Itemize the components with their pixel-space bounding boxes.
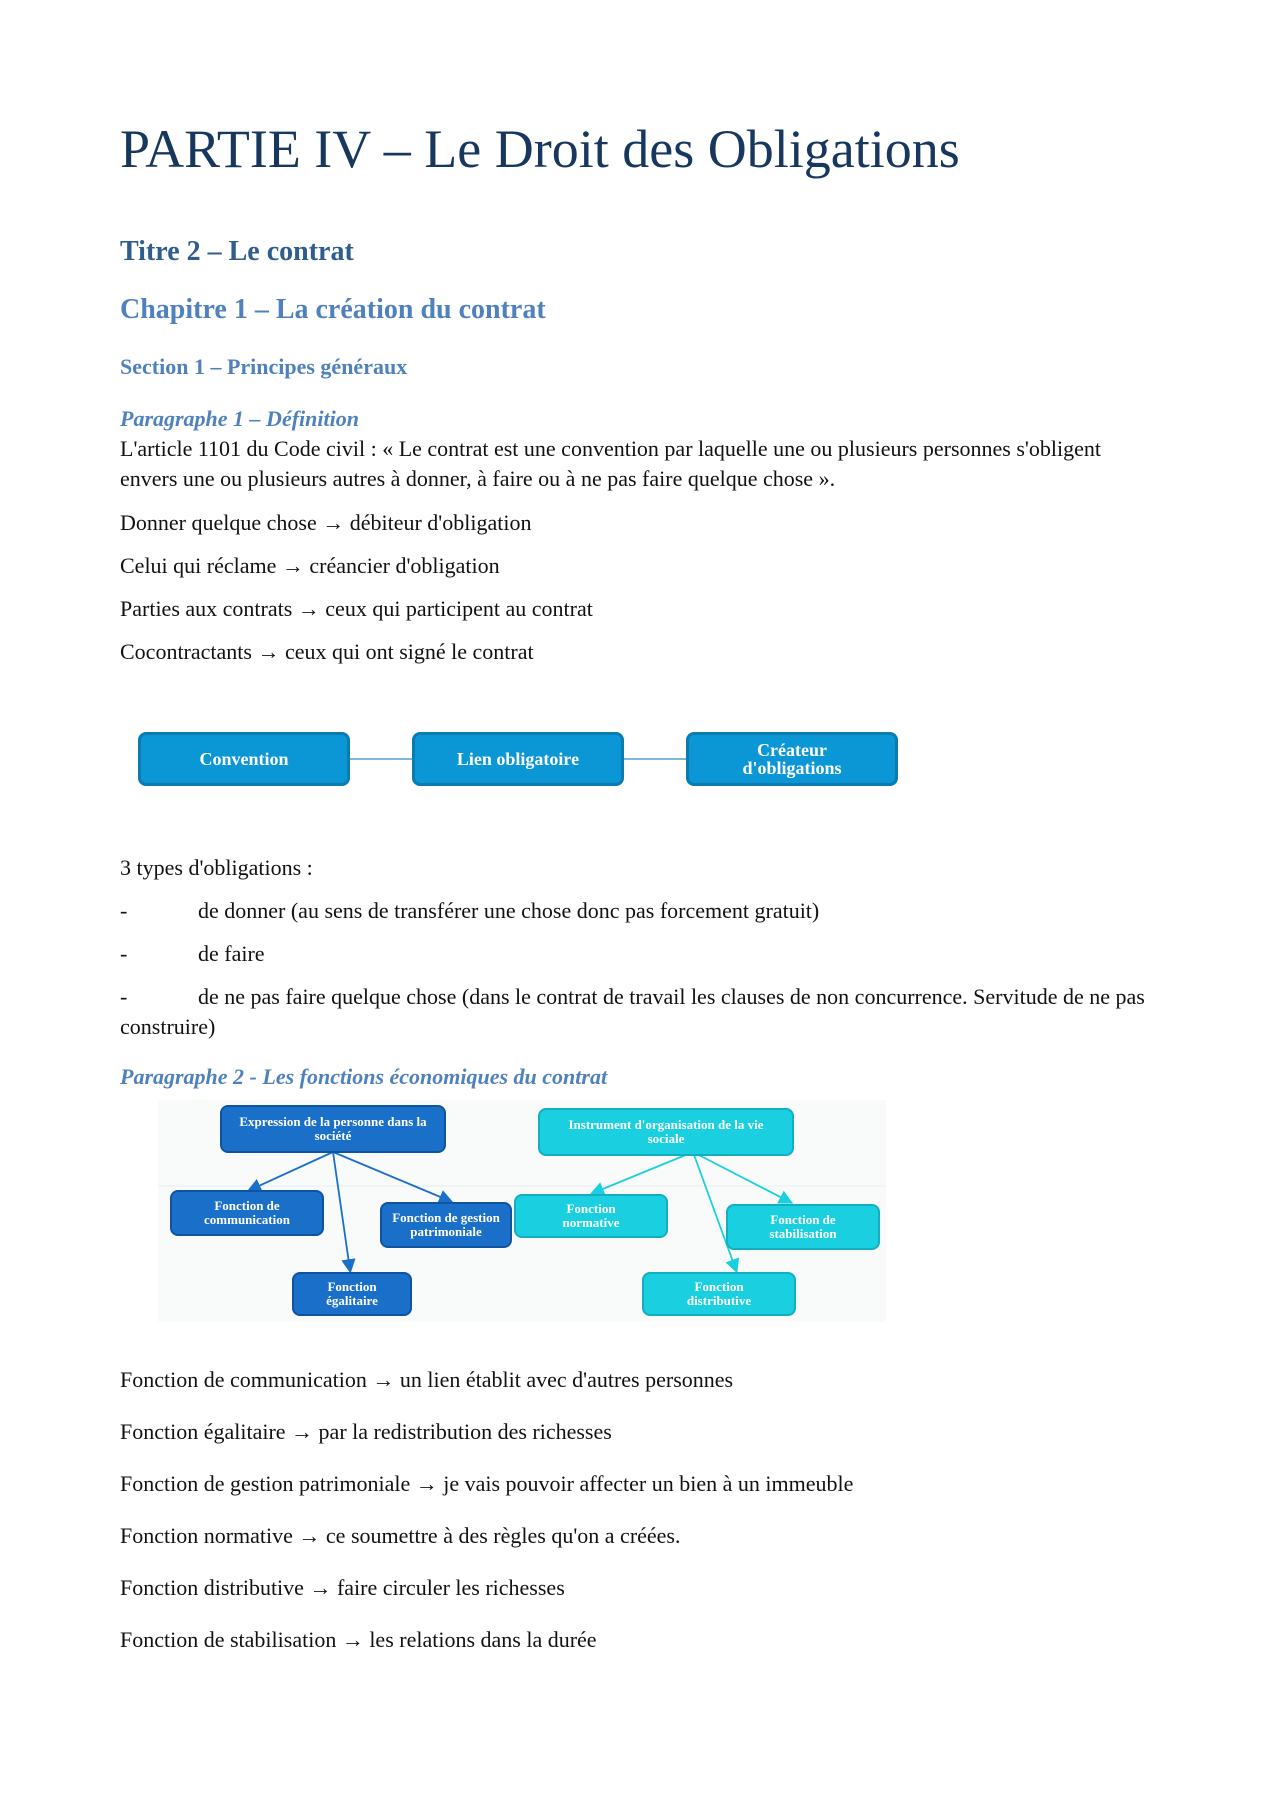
fonction-egalitaire-box: Fonction égalitaire bbox=[292, 1272, 412, 1316]
titre-heading: Titre 2 – Le contrat bbox=[120, 236, 354, 267]
types-intro: 3 types d'obligations : bbox=[120, 855, 313, 880]
lien-obligatoire-box: Lien obligatoire bbox=[412, 732, 624, 786]
list-item: - de faire bbox=[120, 939, 1160, 969]
definition-line: Cocontractants → ceux qui ont signé le contrat bbox=[120, 639, 534, 664]
section-heading: Section 1 – Principes généraux bbox=[120, 354, 408, 379]
paragraphe2-heading: Paragraphe 2 - Les fonctions économiques du contrat bbox=[120, 1064, 608, 1089]
dash-marker: - bbox=[120, 941, 128, 966]
fonctions-diagram bbox=[158, 1100, 886, 1322]
dash-marker: - bbox=[120, 898, 128, 923]
fonction-line: Fonction égalitaire → par la redistribution des richesses bbox=[120, 1419, 612, 1444]
chapitre-heading: Chapitre 1 – La création du contrat bbox=[120, 294, 546, 325]
fonction-communication-box: Fonction de communication bbox=[170, 1190, 324, 1236]
right-root-box: Instrument d'organisation de la vie sociale bbox=[538, 1108, 794, 1156]
convention-diagram bbox=[138, 728, 924, 790]
fonction-line: Fonction normative → ce soumettre à des règles qu'on a créées. bbox=[120, 1523, 681, 1548]
definition-line: Donner quelque chose → débiteur d'obligation bbox=[120, 510, 532, 535]
list-item: - de ne pas faire quelque chose (dans le contrat de travail les clauses de non concurrence. Servitude de ne pas construire) bbox=[120, 984, 1145, 1039]
fonction-distributive-box: Fonction distributive bbox=[642, 1272, 796, 1316]
left-root-box: Expression de la personne dans la société bbox=[220, 1105, 446, 1153]
definition-line: Parties aux contrats → ceux qui participent au contrat bbox=[120, 596, 593, 621]
dash-marker: - bbox=[120, 984, 128, 1009]
list-item: - de donner (au sens de transférer une chose donc pas forcement gratuit) bbox=[120, 896, 1160, 926]
paragraphe1-heading: Paragraphe 1 – Définition bbox=[120, 406, 359, 431]
fonction-stabilisation-box: Fonction de stabilisation bbox=[726, 1204, 880, 1250]
fonction-line: Fonction distributive → faire circuler les richesses bbox=[120, 1575, 565, 1600]
fonction-line: Fonction de gestion patrimoniale → je vais pouvoir affecter un bien à un immeuble bbox=[120, 1471, 854, 1496]
convention-box: Convention bbox=[138, 732, 350, 786]
fonction-line: Fonction de stabilisation → les relations dans la durée bbox=[120, 1627, 597, 1652]
fonction-line: Fonction de communication → un lien établit avec d'autres personnes bbox=[120, 1367, 734, 1392]
article-quote: L'article 1101 du Code civil : « Le contrat est une convention par laquelle une ou plusieurs personnes s'obligent envers une ou plusieurs autres à donner, à faire ou à ne pas faire quelque chose ». bbox=[120, 436, 1101, 491]
createur-obligations-box: Créateur d'obligations bbox=[686, 732, 898, 786]
definition-line: Celui qui réclame → créancier d'obligation bbox=[120, 553, 500, 578]
document-title: PARTIE IV – Le Droit des Obligations bbox=[120, 119, 960, 179]
fonction-gestion-box: Fonction de gestion patrimoniale bbox=[380, 1202, 512, 1248]
fonction-normative-box: Fonction normative bbox=[514, 1194, 668, 1238]
